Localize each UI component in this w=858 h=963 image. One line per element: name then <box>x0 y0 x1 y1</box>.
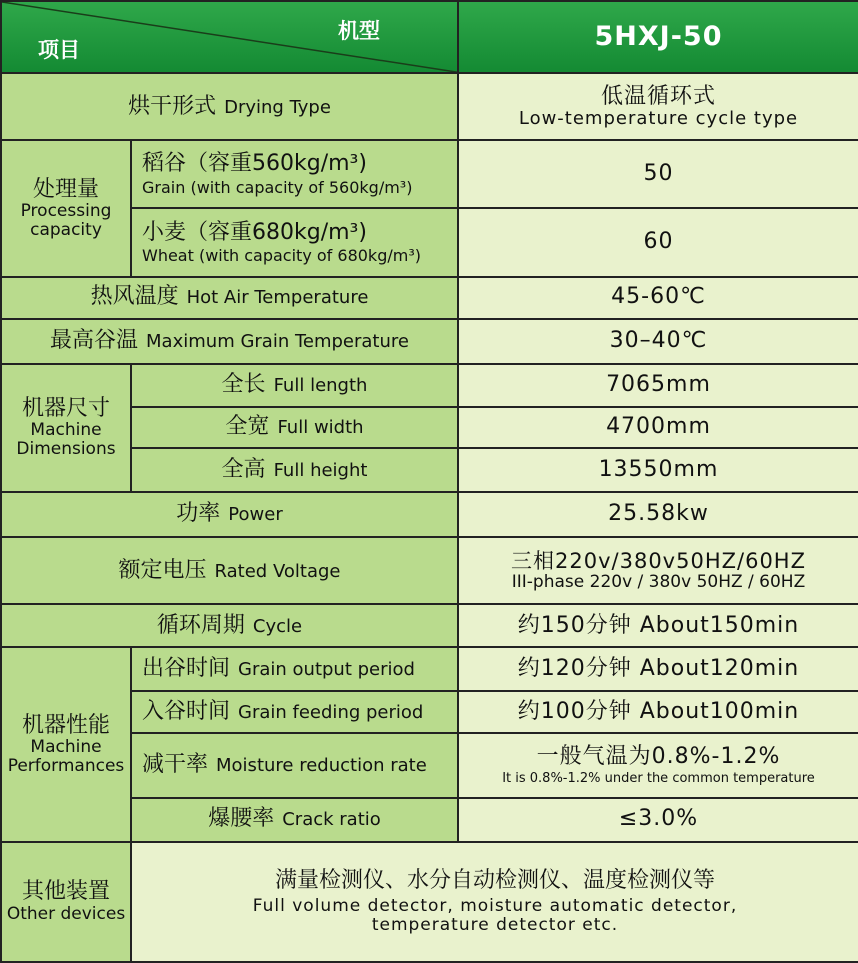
machine-performances-group <box>1 647 131 841</box>
row-grain-output <box>1 647 858 691</box>
row-full-length <box>1 364 858 407</box>
model-value: 5HXJ-50 <box>458 1 858 73</box>
capacity-grain-label <box>131 140 458 208</box>
drying-type-value-en: Low-temperature cycle type <box>518 107 799 129</box>
header-left-cell <box>1 1 458 73</box>
moisture-reduction-en: Moisture reduction rate <box>216 755 427 777</box>
full-width-label <box>131 407 458 448</box>
crack-ratio-en: Crack ratio <box>282 809 381 831</box>
power-label <box>1 492 458 537</box>
other-devices-value-en-2: temperature detector etc. <box>371 914 619 935</box>
drying-type-cn: 烘干形式 <box>128 93 217 119</box>
max-grain-temperature-cn: 最高谷温 <box>50 328 139 354</box>
moisture-reduction-value-text: 一般气温为0.8%-1.2% <box>536 743 781 769</box>
machine-dimensions-en: Machine Dimensions <box>16 420 116 459</box>
full-height-en: Full height <box>273 459 368 481</box>
full-length-cn: 全长 <box>221 372 266 398</box>
full-height-label <box>131 448 458 492</box>
row-capacity-grain <box>1 140 858 208</box>
full-width-cn: 全宽 <box>225 414 270 440</box>
row-other-devices <box>1 842 858 962</box>
other-devices-en: Other devices <box>6 903 126 924</box>
moisture-reduction-label <box>131 733 458 797</box>
rated-voltage-value-cn: 三相220v/380v50HZ/60HZ <box>511 548 806 573</box>
grain-feeding-label <box>131 691 458 733</box>
drying-type-en: Drying Type <box>224 96 331 118</box>
item-label: 项目 <box>38 38 80 63</box>
cycle-cn: 循环周期 <box>156 612 245 638</box>
other-devices-value-en-1: Full volume detector, moisture automatic detector, <box>252 896 738 917</box>
grain-feeding-value-text: 约100分钟 About100min <box>517 699 800 725</box>
cycle-value <box>458 604 858 647</box>
moisture-reduction-value <box>458 733 858 797</box>
capacity-grain-cn: 稻谷（容重560kg/m³) <box>142 151 367 177</box>
cycle-label <box>1 604 458 647</box>
full-length-value-text: 7065mm <box>606 372 711 398</box>
rated-voltage-value <box>458 537 858 604</box>
other-devices-group <box>1 842 131 962</box>
grain-feeding-cn: 入谷时间 <box>142 699 231 725</box>
row-hot-air-temperature <box>1 277 858 319</box>
full-width-en: Full width <box>277 417 364 439</box>
hot-air-temperature-en: Hot Air Temperature <box>186 287 369 309</box>
row-max-grain-temperature <box>1 319 858 364</box>
drying-type-value <box>458 73 858 140</box>
header-row <box>1 1 858 73</box>
capacity-grain-value <box>458 140 858 208</box>
machine-performances-en: Machine Performances <box>7 736 125 776</box>
machine-performances-cn: 机器性能 <box>21 712 110 738</box>
full-height-cn: 全高 <box>221 456 266 482</box>
full-width-value <box>458 407 858 448</box>
full-width-value-text: 4700mm <box>606 414 711 440</box>
row-power <box>1 492 858 537</box>
rated-voltage-cn: 额定电压 <box>118 557 207 583</box>
cycle-en: Cycle <box>252 615 303 637</box>
row-rated-voltage <box>1 537 858 604</box>
full-length-value <box>458 364 858 407</box>
hot-air-temperature-value-text: 45-60℃ <box>611 284 706 310</box>
processing-capacity-en: Processing capacity <box>20 200 112 240</box>
other-devices-value <box>131 842 858 962</box>
max-grain-temperature-en: Maximum Grain Temperature <box>146 331 409 353</box>
capacity-wheat-value <box>458 208 858 276</box>
capacity-wheat-cn: 小麦（容重680kg/m³) <box>142 219 367 245</box>
power-cn: 功率 <box>176 501 221 527</box>
capacity-wheat-label <box>131 208 458 276</box>
hot-air-temperature-cn: 热风温度 <box>90 284 179 310</box>
machine-dimensions-cn: 机器尺寸 <box>21 396 110 422</box>
full-height-value-text: 13550mm <box>598 456 719 482</box>
power-value-text: 25.58kw <box>608 501 709 527</box>
max-grain-temperature-label <box>1 319 458 364</box>
grain-feeding-en: Grain feeding period <box>238 702 424 724</box>
grain-output-en: Grain output period <box>238 659 415 681</box>
machine-dimensions-group <box>1 364 131 492</box>
crack-ratio-value-text: ≤3.0% <box>618 806 699 832</box>
row-drying-type <box>1 73 858 140</box>
capacity-wheat-value-text: 60 <box>643 229 674 255</box>
power-value <box>458 492 858 537</box>
other-devices-value-cn: 满量检测仪、水分自动检测仪、温度检测仪等 <box>274 868 715 894</box>
cycle-value-text: 约150分钟 About150min <box>517 612 800 638</box>
processing-capacity-group <box>1 140 131 276</box>
hot-air-temperature-value <box>458 277 858 319</box>
rated-voltage-value-en: III-phase 220v / 380v 50HZ / 60HZ <box>511 571 806 592</box>
full-length-label <box>131 364 458 407</box>
model-label: 机型 <box>338 19 380 43</box>
grain-feeding-value <box>458 691 858 733</box>
grain-output-label <box>131 647 458 691</box>
full-height-value <box>458 448 858 492</box>
grain-output-value-text: 约120分钟 About120min <box>517 656 800 682</box>
rated-voltage-label <box>1 537 458 604</box>
grain-output-value <box>458 647 858 691</box>
crack-ratio-value <box>458 798 858 842</box>
rated-voltage-en: Rated Voltage <box>214 560 341 582</box>
crack-ratio-label <box>131 798 458 842</box>
hot-air-temperature-label <box>1 277 458 319</box>
max-grain-temperature-value-text: 30–40℃ <box>609 328 708 354</box>
capacity-grain-value-text: 50 <box>643 161 674 187</box>
moisture-reduction-value-note: It is 0.8%-1.2% under the common temperature <box>502 770 815 786</box>
drying-type-label <box>1 73 458 140</box>
drying-type-value-cn: 低温循环式 <box>600 83 716 109</box>
other-devices-cn: 其他装置 <box>21 879 110 905</box>
max-grain-temperature-value <box>458 319 858 364</box>
capacity-grain-en: Grain (with capacity of 560kg/m³) <box>142 177 413 197</box>
grain-output-cn: 出谷时间 <box>142 656 231 682</box>
moisture-reduction-cn: 减干率 <box>142 752 209 778</box>
full-length-en: Full length <box>273 375 368 397</box>
row-cycle <box>1 604 858 647</box>
crack-ratio-cn: 爆腰率 <box>208 806 275 832</box>
capacity-wheat-en: Wheat (with capacity of 680kg/m³) <box>142 245 421 265</box>
power-en: Power <box>228 504 283 526</box>
processing-capacity-cn: 处理量 <box>32 176 99 202</box>
